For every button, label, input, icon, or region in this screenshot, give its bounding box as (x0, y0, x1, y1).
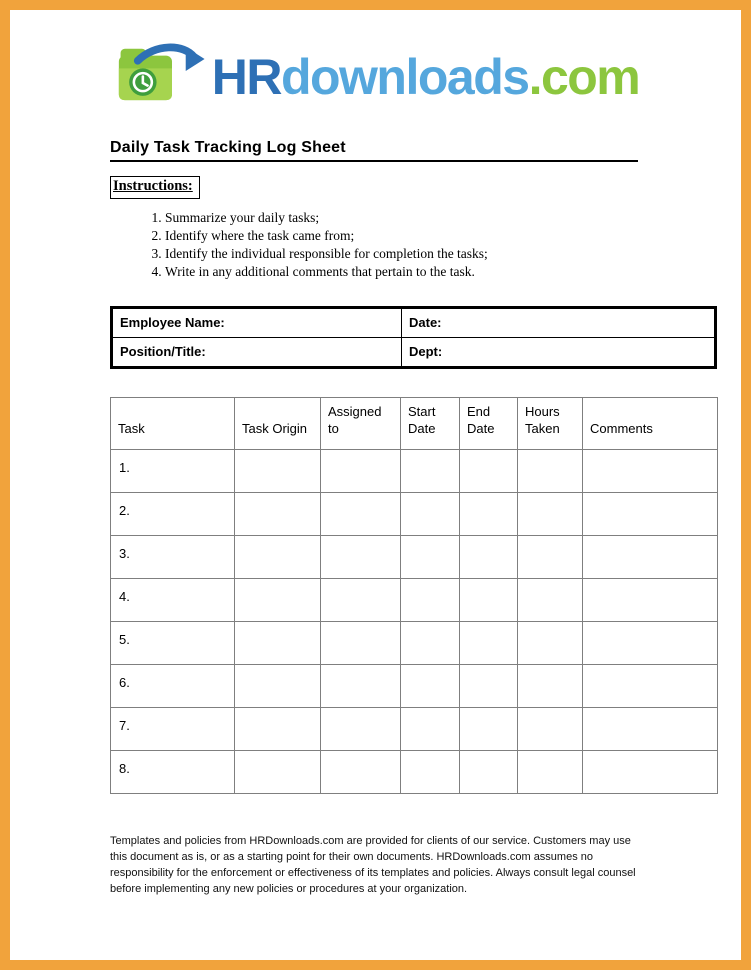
logo-wordmark (211, 49, 640, 105)
empty-entry-cell (518, 707, 583, 750)
empty-entry-cell (518, 535, 583, 578)
empty-entry-cell (235, 492, 321, 535)
empty-entry-cell (583, 449, 718, 492)
column-header-assigned-to: Assigned to (321, 397, 401, 449)
instruction-item: 3. Identify the individual responsible for completion the tasks; (165, 246, 718, 262)
empty-entry-cell (460, 664, 518, 707)
empty-entry-cell (321, 449, 401, 492)
instructions-heading: Instructions: (110, 176, 200, 199)
empty-entry-cell (235, 707, 321, 750)
document-content (110, 139, 718, 898)
empty-entry-cell (518, 664, 583, 707)
empty-entry-cell (583, 492, 718, 535)
empty-entry-cell (321, 750, 401, 793)
task-row (111, 449, 718, 492)
folder-clock-arrow-icon (112, 40, 212, 114)
task-table-body (111, 449, 718, 793)
empty-entry-cell (460, 492, 518, 535)
hrdownloads-logo (10, 40, 741, 114)
empty-entry-cell (583, 535, 718, 578)
task-number-cell: 1. (111, 449, 235, 492)
empty-entry-cell (401, 535, 460, 578)
dept-label-cell: Dept: (402, 337, 716, 367)
column-header-task: Task (111, 397, 235, 449)
empty-entry-cell (460, 449, 518, 492)
empty-entry-cell (518, 750, 583, 793)
empty-entry-cell (460, 750, 518, 793)
task-number-cell: 2. (111, 492, 235, 535)
task-number-cell: 6. (111, 664, 235, 707)
empty-entry-cell (401, 621, 460, 664)
employee-name-label-cell: Employee Name: (112, 307, 402, 337)
employee-info-table (110, 306, 717, 369)
column-header-hours-taken: Hours Taken (518, 397, 583, 449)
empty-entry-cell (518, 578, 583, 621)
instruction-item: 2. Identify where the task came from; (165, 228, 718, 244)
column-header-comments: Comments (583, 397, 718, 449)
empty-entry-cell (583, 578, 718, 621)
task-log-table (110, 397, 718, 794)
document-page (10, 10, 741, 960)
empty-entry-cell (401, 578, 460, 621)
empty-entry-cell (321, 664, 401, 707)
logo-text-hr: HR (211, 49, 281, 105)
empty-entry-cell (321, 535, 401, 578)
empty-entry-cell (321, 578, 401, 621)
empty-entry-cell (401, 492, 460, 535)
empty-entry-cell (321, 492, 401, 535)
empty-entry-cell (235, 578, 321, 621)
empty-entry-cell (583, 750, 718, 793)
task-number-cell: 7. (111, 707, 235, 750)
empty-entry-cell (460, 707, 518, 750)
column-header-end-date: End Date (460, 397, 518, 449)
task-table-header-row (111, 397, 718, 449)
footer-disclaimer: Templates and policies from HRDownloads.com are provided for clients of our service. Customers may use this document as is, or as a starting point for their own documents. HRDownloads.com assumes no responsibility for the enforcement or effectiveness of its templates and policies. Always consult legal counsel before implementing any new policies or procedures at your organization. (110, 834, 636, 895)
empty-entry-cell (518, 492, 583, 535)
empty-entry-cell (518, 449, 583, 492)
empty-entry-cell (583, 707, 718, 750)
task-row (111, 750, 718, 793)
info-row (112, 337, 716, 367)
empty-entry-cell (235, 664, 321, 707)
instruction-item: 4. Write in any additional comments that pertain to the task. (165, 264, 718, 280)
logo-text-com: .com (528, 49, 640, 105)
task-row (111, 578, 718, 621)
empty-entry-cell (460, 535, 518, 578)
empty-entry-cell (518, 621, 583, 664)
logo-text-downloads: downloads (280, 49, 529, 105)
empty-entry-cell (235, 750, 321, 793)
empty-entry-cell (321, 621, 401, 664)
column-header-start-date: Start Date (401, 397, 460, 449)
task-number-cell: 5. (111, 621, 235, 664)
task-row (111, 664, 718, 707)
task-number-cell: 8. (111, 750, 235, 793)
task-row (111, 707, 718, 750)
empty-entry-cell (401, 750, 460, 793)
task-number-cell: 4. (111, 578, 235, 621)
empty-entry-cell (401, 664, 460, 707)
task-number-cell: 3. (111, 535, 235, 578)
instructions-list (110, 210, 718, 280)
empty-entry-cell (583, 664, 718, 707)
column-header-task-origin: Task Origin (235, 397, 321, 449)
task-row (111, 535, 718, 578)
task-row (111, 492, 718, 535)
empty-entry-cell (401, 707, 460, 750)
empty-entry-cell (235, 621, 321, 664)
empty-entry-cell (460, 621, 518, 664)
empty-entry-cell (235, 449, 321, 492)
page-title: Daily Task Tracking Log Sheet (110, 139, 638, 162)
empty-entry-cell (401, 449, 460, 492)
instruction-item: 1. Summarize your daily tasks; (165, 210, 718, 226)
empty-entry-cell (460, 578, 518, 621)
empty-entry-cell (235, 535, 321, 578)
position-title-label-cell: Position/Title: (112, 337, 402, 367)
date-label-cell: Date: (402, 307, 716, 337)
info-row (112, 307, 716, 337)
empty-entry-cell (583, 621, 718, 664)
task-row (111, 621, 718, 664)
empty-entry-cell (321, 707, 401, 750)
